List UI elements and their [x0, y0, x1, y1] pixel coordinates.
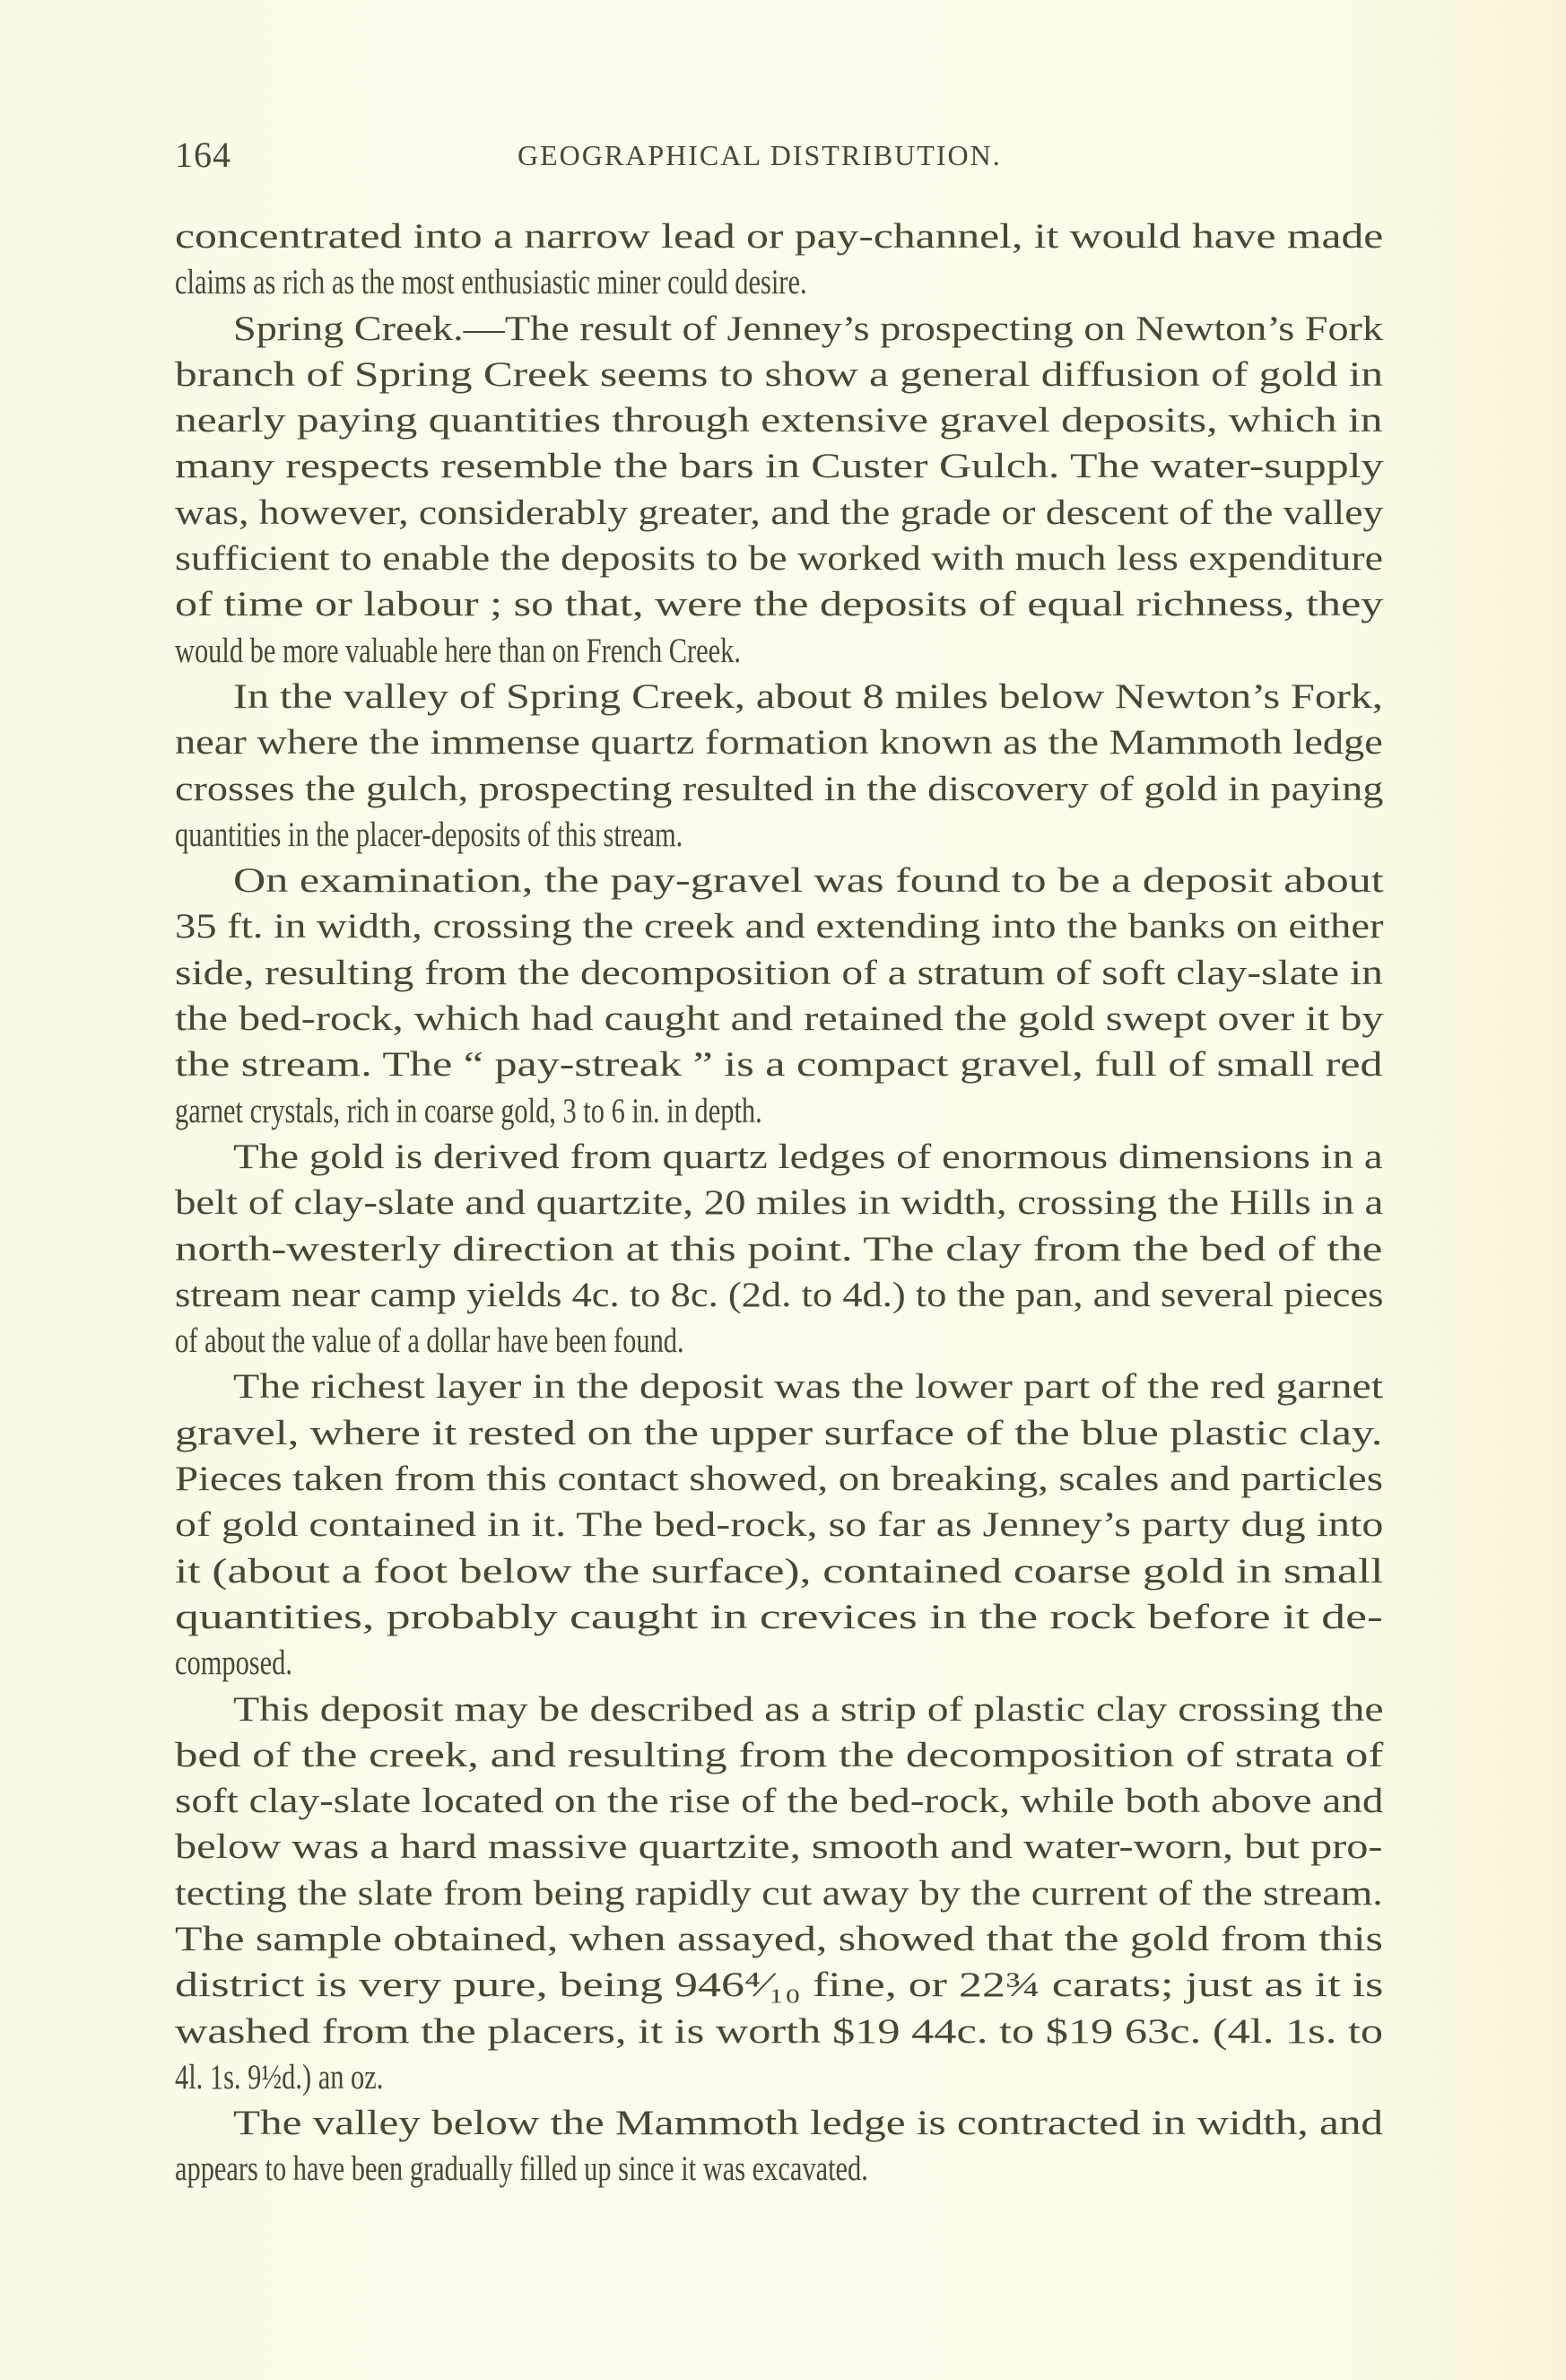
text-line: north-westerly direction at this point. The clay from the bed of the: [175, 1229, 1383, 1268]
text-line: The gold is derived from quartz ledges of enormous dimensions in a: [233, 1137, 1383, 1176]
text-line: stream near camp yields 4c. to 8c. (2d. to 4d.) to the pan, and several pieces: [175, 1275, 1384, 1314]
text-line: In the valley of Spring Creek, about 8 miles below Newton’s Fork,: [233, 676, 1383, 716]
text-line: nearly paying quantities through extensive gravel deposits, which in: [175, 401, 1383, 440]
paragraph: [175, 1687, 1383, 2101]
text-line: district is very pure, being 946⁴⁄₁₀ fine, or 22¾ carats; just as it is: [175, 1966, 1384, 2005]
text-line: Pieces taken from this contact showed, on breaking, scales and particles: [175, 1460, 1383, 1499]
running-head: [175, 133, 1383, 178]
text-line: garnet crystals, rich in coarse gold, 3 to 6 in. in depth.: [175, 1091, 762, 1130]
text-line: concentrated into a narrow lead or pay-channel, it would have made: [175, 217, 1384, 256]
text-line: On examination, the pay-gravel was found to be a deposit about: [233, 861, 1384, 901]
text-line: gravel, where it rested on the upper surface of the blue plastic clay.: [175, 1413, 1383, 1452]
paragraph: [175, 858, 1383, 1134]
running-title: GEOGRAPHICAL DISTRIBUTION.: [518, 139, 1002, 171]
text-line: the bed-rock, which had caught and retained the gold swept over it by: [175, 999, 1384, 1039]
text-line: of time or labour ; so that, were the deposits of equal richness, they: [175, 585, 1384, 624]
paragraph: [175, 306, 1383, 674]
text-line: The sample obtained, when assayed, showed that the gold from this: [175, 1919, 1383, 1958]
text-line: many respects resemble the bars in Custer Gulch. The water-supply: [175, 447, 1384, 486]
text-line: the stream. The “ pay-streak ” is a compact gravel, full of small red: [175, 1045, 1383, 1085]
text-line: side, resulting from the decomposition of a stratum of soft clay-slate in: [175, 953, 1383, 992]
paragraph: [175, 674, 1383, 858]
text-line: 35 ft. in width, crossing the creek and extending into the banks on either: [175, 907, 1384, 946]
text-line: quantities, probably caught in crevices in the rock before it de-: [175, 1597, 1383, 1636]
text-line: 4l. 1s. 9½d.) an oz.: [175, 2057, 384, 2097]
text-line: composed.: [175, 1643, 292, 1683]
text-line: This deposit may be described as a strip of plastic clay crossing the: [233, 1689, 1384, 1729]
text-line: bed of the creek, and resulting from the decomposition of strata of: [175, 1735, 1384, 1774]
text-line: Spring Creek.—The result of Jenney’s prospecting on Newton’s Fork: [233, 309, 1384, 348]
text-line: tecting the slate from being rapidly cut away by the current of the stream.: [175, 1873, 1383, 1913]
text-line: washed from the placers, it is worth $19 44c. to $19 63c. (4l. 1s. to: [175, 2011, 1384, 2051]
text-line: appears to have been gradually filled up since it was excavated.: [175, 2149, 868, 2189]
text-line: The richest layer in the deposit was the lower part of the red garnet: [233, 1367, 1384, 1407]
text-line: of about the value of a dollar have been found.: [175, 1321, 684, 1361]
text-line: it (about a foot below the surface), contained coarse gold in small: [175, 1551, 1384, 1591]
text-line: soft clay-slate located on the rise of the bed-rock, while both above and: [175, 1782, 1384, 1821]
paragraph: [175, 2100, 1383, 2193]
text-line: sufficient to enable the deposits to be worked with much less expenditure: [175, 539, 1384, 579]
text-line: claims as rich as the most enthusiastic miner could desire.: [175, 263, 807, 302]
text-line: The valley below the Mammoth ledge is contracted in width, and: [233, 2104, 1384, 2143]
page-number: 164: [175, 135, 231, 175]
text-line: crosses the gulch, prospecting resulted in the discovery of gold in paying: [175, 769, 1384, 808]
text-line: near where the immense quartz formation known as the Mammoth ledge: [175, 723, 1383, 763]
paragraph: [175, 1364, 1383, 1686]
body-text: [175, 214, 1383, 2193]
text-line: quantities in the placer-deposits of this stream.: [175, 815, 683, 854]
text-line: below was a hard massive quartzite, smooth and water-worn, but pro-: [175, 1827, 1383, 1867]
text-line: was, however, considerably greater, and the grade or descent of the valley: [175, 493, 1384, 532]
text-line: branch of Spring Creek seems to show a general diffusion of gold in: [175, 354, 1384, 394]
text-line: belt of clay-slate and quartzite, 20 miles in width, crossing the Hills in a: [175, 1183, 1384, 1223]
text-line: of gold contained in it. The bed-rock, so far as Jenney’s party dug into: [175, 1505, 1384, 1545]
paragraph: [175, 1134, 1383, 1364]
text-line: would be more valuable here than on French Creek.: [175, 631, 741, 670]
paragraph: [175, 214, 1383, 306]
